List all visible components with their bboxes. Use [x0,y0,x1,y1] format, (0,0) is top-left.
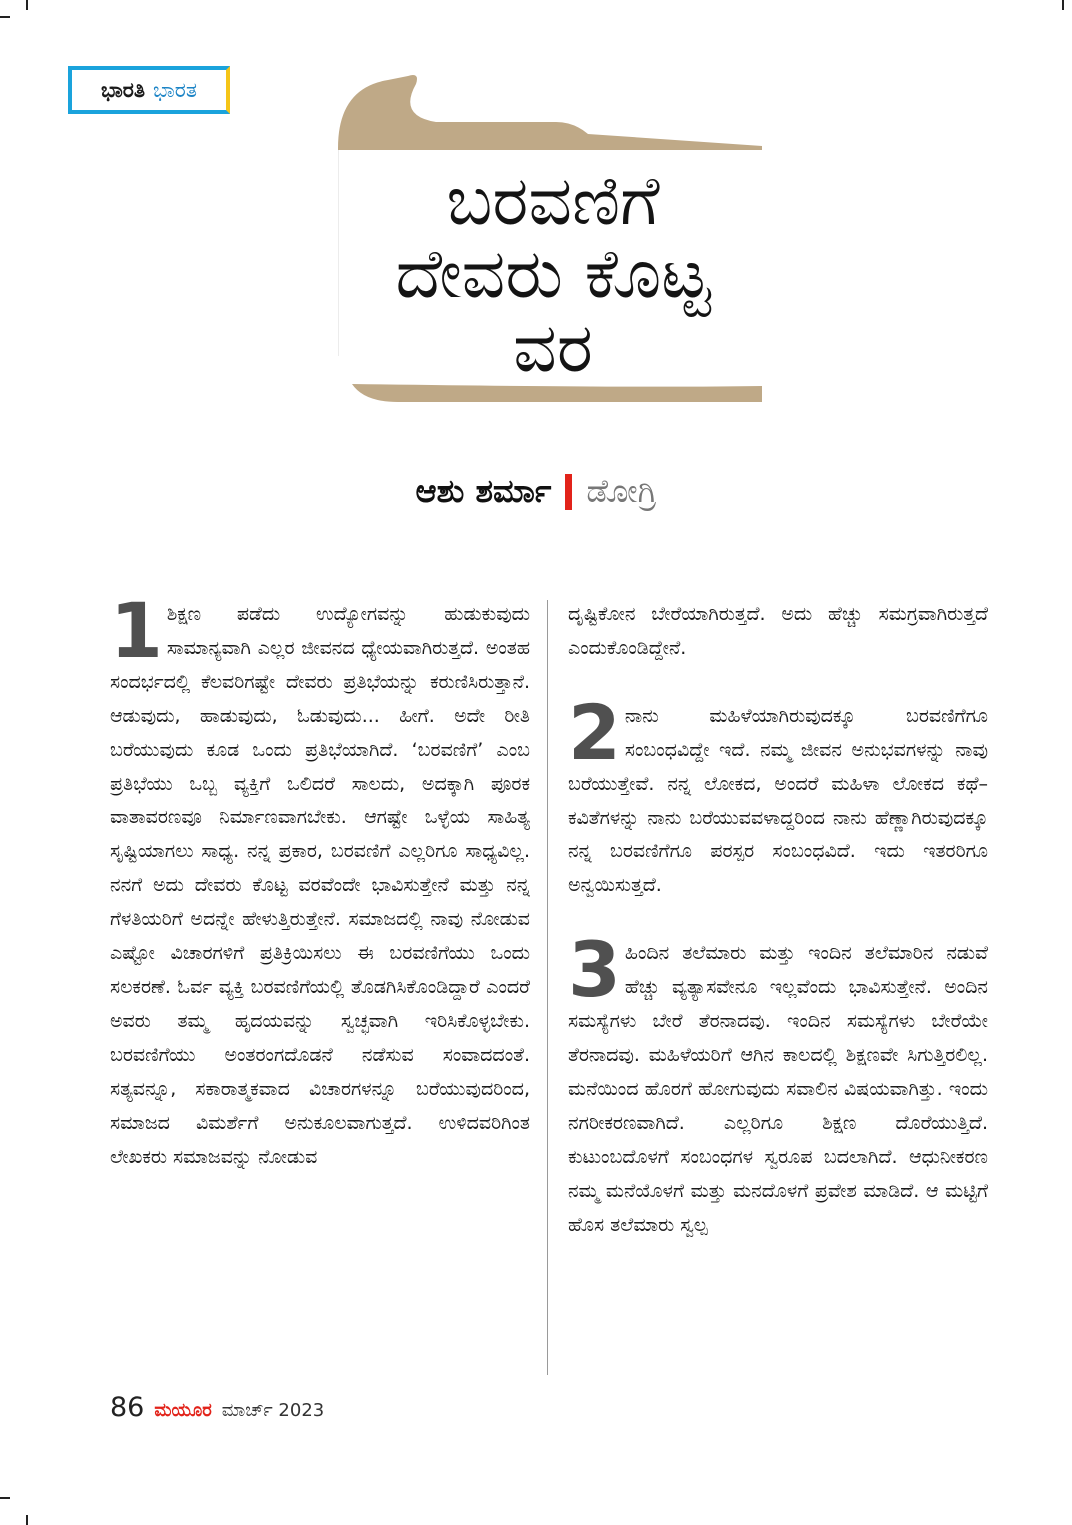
section-paragraph [110,598,530,1174]
paragraph-text: ನಾನು ಮಹಿಳೆಯಾಗಿರುವುದಕ್ಕೂ ಬರವಣಿಗೆಗೂ ಸಂಬಂಧವಿದ್ದೇ ಇದೆ. ನಮ್ಮ ಜೀವನ ಅನುಭವಗಳನ್ನು ನಾವು ಬರೆಯುತ್ತೇವೆ. ನನ್ನ ಲೋಕದ, ಅಂದರೆ ಮಹಿಳಾ ಲೋಕದ ಕಥೆ–ಕವಿತೆಗಳನ್ನು ನಾನು ಬರೆಯುವವಳಾದ್ದರಿಂದ ನಾನು ಹೆಣ್ಣಾಗಿರುವುದಕ್ಕೂ ನನ್ನ ಬರವಣಿಗೆಗೂ ಪರಸ್ಪರ ಸಂಬಂಧವಿದೆ. ಇದು ಇತರರಿಗೂ ಅನ್ವಯಿಸುತ್ತದೆ. [568,704,988,897]
crop-mark [1062,0,1064,10]
article-column-right [568,598,988,1378]
column-divider [547,600,548,1375]
title-line: ಬರವಣಿಗೆ [446,162,660,241]
section-number: 1 [110,598,163,675]
author-name: ಆಶು ಶರ್ಮಾ [415,472,552,510]
paragraph-text: ಹಿಂದಿನ ತಲೆಮಾರು ಮತ್ತು ಇಂದಿನ ತಲೆಮಾರಿನ ನಡುವೆ ಹೆಚ್ಚು ವ್ಯತ್ಯಾಸವೇನೂ ಇಲ್ಲವೆಂದು ಭಾವಿಸುತ್ತೇನೆ. ಅಂದಿನ ಸಮಸ್ಯೆಗಳು ಬೇರೆ ತೆರನಾದವು. ಇಂದಿನ ಸಮಸ್ಯೆಗಳು ಬೇರೆಯೇ ತೆರನಾದವು. ಮಹಿಳೆಯರಿಗೆ ಆಗಿನ ಕಾಲದಲ್ಲಿ ಶಿಕ್ಷಣವೇ ಸಿಗುತ್ತಿರಲಿಲ್ಲ. ಮನೆಯಿಂದ ಹೊರಗೆ ಹೋಗುವುದು ಸವಾಲಿನ ವಿಷಯವಾಗಿತ್ತು. ಇಂದು ನಗರೀಕರಣವಾಗಿದೆ. ಎಲ್ಲರಿಗೂ ಶಿಕ್ಷಣ ದೊರೆಯುತ್ತಿದೆ. ಕುಟುಂಬದೊಳಗೆ ಸಂಬಂಧಗಳ ಸ್ವರೂಪ ಬದಲಾಗಿದೆ. ಆಧುನೀಕರಣ ನಮ್ಮ ಮನೆಯೊಳಗೆ ಮತ್ತು ಮನದೊಳಗೆ ಪ್ರವೇಶ ಮಾಡಿದೆ. ಆ ಮಟ್ಟಿಗೆ ಹೊಸ ತಲೆಮಾರು ಸ್ವಲ್ಪ [568,942,988,1236]
section-tag-part2: ಭಾರತ [153,77,197,102]
author-language: ಡೋಗ್ರಿ [586,472,657,510]
section-number: 2 [568,687,621,777]
title-line: ವರ [513,308,593,388]
magazine-name: ಮಯೂರ [154,1400,212,1421]
page-footer [110,1392,324,1423]
section-paragraph [568,687,988,903]
crop-mark [0,1497,10,1499]
section-paragraph [568,925,988,1242]
byline [0,472,1072,511]
paragraph-text: ದೃಷ್ಟಿಕೋನ ಬೇರೆಯಾಗಿರುತ್ತದೆ. ಅದು ಹೆಚ್ಚು ಸಮಗ್ರವಾಗಿರುತ್ತದೆ ಎಂದುಕೊಂಡಿದ್ದೇನೆ. [568,603,988,659]
section-tag-part1: ಭಾರತಿ [101,77,145,102]
section-tag [68,66,230,114]
crop-mark [26,0,28,10]
title-line: ದೇವರು ಕೊಟ್ಟ [395,235,711,315]
page-number: 86 [110,1392,145,1423]
issue-date: ಮಾರ್ಚ್ 2023 [221,1400,325,1421]
article-column-left [110,598,530,1378]
section-number: 3 [568,925,621,1015]
paragraph-text: ಶಿಕ್ಷಣ ಪಡೆದು ಉದ್ಯೋಗವನ್ನು ಹುಡುಕುವುದು ಸಾಮಾನ್ಯವಾಗಿ ಎಲ್ಲರ ಜೀವನದ ಧ್ಯೇಯವಾಗಿರುತ್ತದೆ. ಅಂತಹ ಸಂದರ್ಭದಲ್ಲಿ ಕೆಲವರಿಗಷ್ಟೇ ದೇವರು ಪ್ರತಿಭೆಯನ್ನು ಕರುಣಿಸಿರುತ್ತಾನೆ. ಆಡುವುದು, ಹಾಡುವುದು, ಓಡುವುದು... ಹೀಗೆ. ಅದೇ ರೀತಿ ಬರೆಯುವುದು ಕೂಡ ಒಂದು ಪ್ರತಿಭೆಯಾಗಿದೆ. ‘ಬರವಣಿಗೆ’ ಎಂಬ ಪ್ರತಿಭೆಯು ಒಬ್ಬ ವ್ಯಕ್ತಿಗೆ ಒಲಿದರೆ ಸಾಲದು, ಅದಕ್ಕಾಗಿ ಪೂರಕ ವಾತಾವರಣವೂ ನಿರ್ಮಾಣವಾಗಬೇಕು. ಆಗಷ್ಟೇ ಒಳ್ಳೆಯ ಸಾಹಿತ್ಯ ಸೃಷ್ಟಿಯಾಗಲು ಸಾಧ್ಯ. ನನ್ನ ಪ್ರಕಾರ, ಬರವಣಿಗೆ ಎಲ್ಲರಿಗೂ ಸಾಧ್ಯವಿಲ್ಲ. ನನಗೆ ಅದು ದೇವರು ಕೊಟ್ಟ ವರವೆಂದೇ ಭಾವಿಸುತ್ತೇನೆ ಮತ್ತು ನನ್ನ ಗೆಳತಿಯರಿಗೆ ಅದನ್ನೇ ಹೇಳುತ್ತಿರುತ್ತೇನೆ. ಸಮಾಜದಲ್ಲಿ ನಾವು ನೋಡುವ ಎಷ್ಟೋ ವಿಚಾರಗಳಿಗೆ ಪ್ರತಿಕ್ರಿಯಿಸಲು ಈ ಬರವಣಿಗೆಯು ಒಂದು ಸಲಕರಣೆ. ಓರ್ವ ವ್ಯಕ್ತಿ ಬರವಣಿಗೆಯಲ್ಲಿ ತೊಡಗಿಸಿಕೊಂಡಿದ್ದಾರೆ ಎಂದರೆ ಅವರು ತಮ್ಮ ಹೃದಯವನ್ನು ಸ್ವಚ್ಛವಾಗಿ ಇರಿಸಿಕೊಳ್ಳಬೇಕು. ಬರವಣಿಗೆಯು ಅಂತರಂಗದೊಡನೆ ನಡೆಸುವ ಸಂವಾದದಂತೆ. ಸತ್ಯವನ್ನೂ, ಸಕಾರಾತ್ಮಕವಾದ ವಿಚಾರಗಳನ್ನೂ ಬರೆಯುವುದರಿಂದ, ಸಮಾಜದ ವಿಮರ್ಶೆಗೆ ಅನುಕೂಲವಾಗುತ್ತದೆ. ಉಳಿದವರಿಗಿಂತ ಲೇಖಕರು ಸಮಾಜವನ್ನು ನೋಡುವ [110,603,530,1168]
crop-mark [26,1515,28,1525]
section-paragraph [568,598,988,666]
byline-separator [565,474,572,510]
article-title [338,162,768,388]
crop-mark [0,16,10,18]
